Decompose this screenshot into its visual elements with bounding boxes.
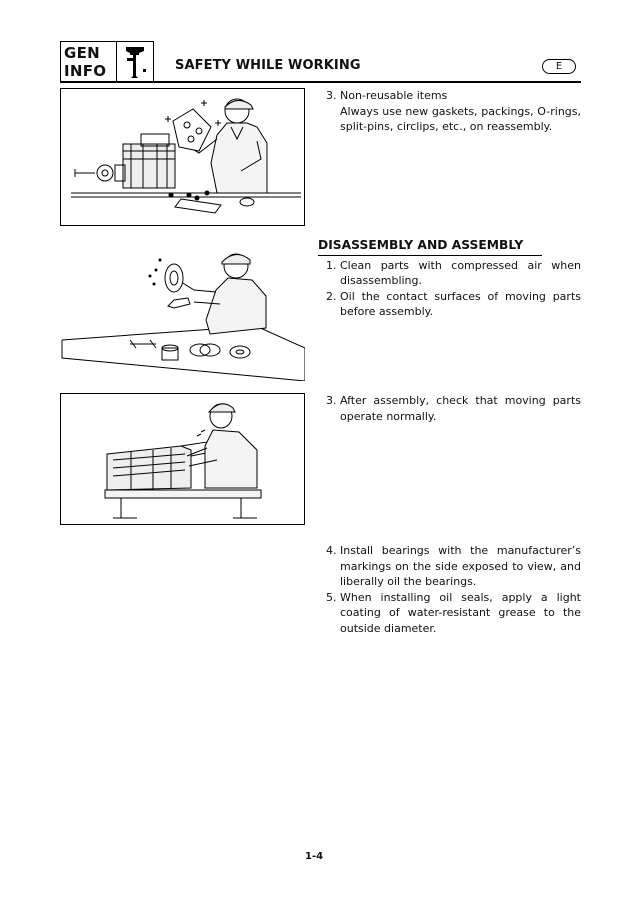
mechanic-gasket-drawing	[61, 89, 306, 227]
item-number: 2.	[326, 289, 337, 303]
list-item	[318, 258, 581, 289]
section-tab-line1: GEN	[64, 44, 101, 62]
after-assembly-block	[318, 393, 581, 424]
item-body: Install bearings with the manufacturer’s markings on the side exposed to view, and liberally oil the bearings.	[340, 544, 581, 589]
item-title: Non-reusable items	[340, 89, 448, 102]
page-number: 1-4	[305, 851, 324, 862]
bearings-seals-block	[318, 543, 581, 637]
section-tab-gen-info	[60, 41, 117, 82]
mechanic-outboard-check-drawing	[61, 394, 306, 526]
item-number: 5.	[326, 590, 337, 604]
non-reusable-items-block	[318, 88, 581, 135]
list-item	[318, 88, 581, 135]
page-title: SAFETY WHILE WORKING	[175, 58, 361, 73]
outboard-motor-icon	[117, 42, 154, 83]
mechanic-air-cleaning-drawing	[60, 240, 305, 381]
outboard-motor-icon-box	[117, 41, 154, 82]
item-body: Clean parts with compressed air when disassembling.	[340, 258, 581, 288]
item-number: 3.	[326, 394, 337, 407]
list-item	[318, 289, 581, 320]
list-item	[318, 590, 581, 637]
disassembly-section	[318, 238, 581, 320]
item-body: Oil the contact surfaces of moving parts before assembly.	[340, 289, 581, 319]
section-heading: DISASSEMBLY AND ASSEMBLY	[318, 238, 542, 256]
list-item	[318, 393, 581, 424]
illustration-cleaning-parts	[60, 240, 305, 381]
item-body: When installing oil seals, apply a light coating of water-resistant grease to the outside diameter.	[340, 590, 581, 635]
section-tab-line2: INFO	[64, 62, 107, 80]
item-number: 4.	[326, 544, 337, 557]
item-body: Always use new gaskets, packings, O-rings, split-pins, circlips, etc., on reassembly.	[340, 104, 581, 134]
item-number: 1.	[326, 258, 337, 272]
header-divider	[60, 81, 581, 83]
illustration-new-gaskets	[60, 88, 305, 226]
language-badge: E	[542, 59, 576, 74]
illustration-check-assembly	[60, 393, 305, 525]
list-item	[318, 543, 581, 590]
item-body: After assembly, check that moving parts operate normally.	[340, 394, 581, 423]
item-number: 3.	[326, 89, 337, 102]
